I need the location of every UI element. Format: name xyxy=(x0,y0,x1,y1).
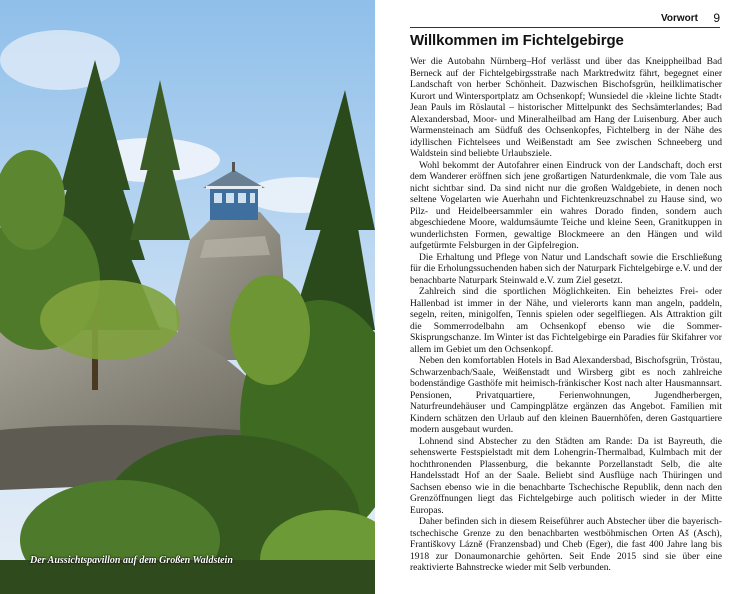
paragraph: Zahlreich sind die sportlichen Möglichkeiten. Ein beheiztes Frei- oder Hallenbad ist immer in der Nähe, und vielerorts kann man angeln, paddeln, segeln, reiten, minigolfen, Tennis spielen oder segelfliegen. Als Attraktion gilt die Sommerrodelbahn am Ochsenkopf ebenso wie die Sommer-Skisprungschanze. Im Winter ist das Fichtelgebirge ein Paradies für Skifahrer vor allem im Gebiet um den Ochsenkopf. xyxy=(410,286,722,355)
paragraph: Die Erhaltung und Pflege von Natur und Landschaft sowie die Erschließung für die Erholungssuchenden haben sich der Naturpark Fichtelgebirge e.V. und der benachbarte Naturpark Steinwald e.V. zum Ziel gesetzt. xyxy=(410,251,722,286)
photo-caption: Der Aussichtspavillon auf dem Großen Waldstein xyxy=(30,555,233,566)
article-title: Willkommen im Fichtelgebirge xyxy=(410,32,624,49)
foliage xyxy=(40,280,180,360)
header-rule xyxy=(410,27,720,28)
running-head xyxy=(410,12,720,26)
cloud xyxy=(0,30,120,90)
page-number: 9 xyxy=(713,11,720,25)
paragraph: Daher befinden sich in diesem Reiseführer auch Abstecher über die bayerisch-tschechische Grenze zu den benachbarten westböhmischen Orten Aš (Asch), Františkovy Lázně (Franzensbad) und Cheb (Eger), die fast 400 Jahre lang bis 1918 zur Donaumonarchie gehörten. Seit Ende 2015 sind sie über eine reaktivierte Bahnstrecke wieder mit Selb verbunden. xyxy=(410,516,722,573)
paragraph: Neben den komfortablen Hotels in Bad Alexandersbad, Bischofsgrün, Tröstau, Schwarzenbach/Saale, Weißenstadt und Wirsberg gibt es noch zahlreiche bodenständige Gasthöfe mit heimisch-fränkischer Kost nach alter Hausmannsart. Pensionen, Privatquartiere, Ferienwohnungen, Jugendherbergen, Naturfreundehäuser und Campingplätze ergänzen das Angebot. Familien mit Kindern schätzen den Urlaub auf den kleinen Bauernhöfen, deren Gastquartiere modern ausgebaut wurden. xyxy=(410,355,722,435)
paragraph: Lohnend sind Abstecher zu den Städten am Rande: Da ist Bayreuth, die sehenswerte Festspielstadt mit dem Lohengrin-Thermalbad, Kulmbach mit der hochthronenden Plassenburg, die bekannte Porzellanstadt Selb, die alte Handelsstadt Hof an der Saale. Beliebt sind Ausflüge nach Thüringen und Sachsen ebenso wie in die benachbarte Tschechische Republik, denn nach den Grenzöffnungen liegt das Fichtelgebirge auch politisch wieder in der Mitte Europas. xyxy=(410,435,722,516)
paragraph: Wer die Autobahn Nürnberg–Hof verlässt und über das Kneippheilbad Bad Berneck auf der Fichtelgebirgsstraße nach Marktredwitz fährt, begegnet einer Landschaft von herber Schönheit. Dazwischen Bischofsgrün, heilklimatischer Kurort und Wintersportplatz am Ochsenkopf; Wunsiedel die ›kleine lichte Stadt‹ Jean Pauls im Röslautal – historischer Mittelpunkt des Sechsämterlandes; Bad Alexandersbad, Moor- und Mineralheilbad am Hang der Luisenburg. Aber auch Warmensteinach am Südfuß des Ochsenkopfes, Fichtelberg in der Nähe des idyllischen Fichtelsees und Weißenstadt am See zwischen Schneeberg und Waldstein sind beliebte Urlaubsziele. xyxy=(410,56,722,159)
section-name: Vorwort xyxy=(660,13,698,24)
text-page xyxy=(375,0,750,594)
paragraph: Wohl bekommt der Autofahrer einen Eindruck von der Landschaft, doch erst dem Wanderer eröffnen sich jene großartigen Naturdenkmale, die vom Tale aus nicht sichtbar sind. Da sind nicht nur die großen Waldgebiete, in denen noch seltene Vogelarten wie Auerhahn und Fichtenkreuzschnabel zu Hause sind, wo Pilz- und Heidelbeersammler ein wahres Dorado finden, sondern auch abgeschiedene Moore, waldumsäumte Teiche und kleine Seen, Granitkuppen in wunderlichsten Formen, gewaltige Blockmeere an den Hängen und wild aufgetürmte Felsburgen in der Gipfelregion. xyxy=(410,159,722,251)
article-body xyxy=(410,56,722,574)
foliage xyxy=(230,275,310,385)
